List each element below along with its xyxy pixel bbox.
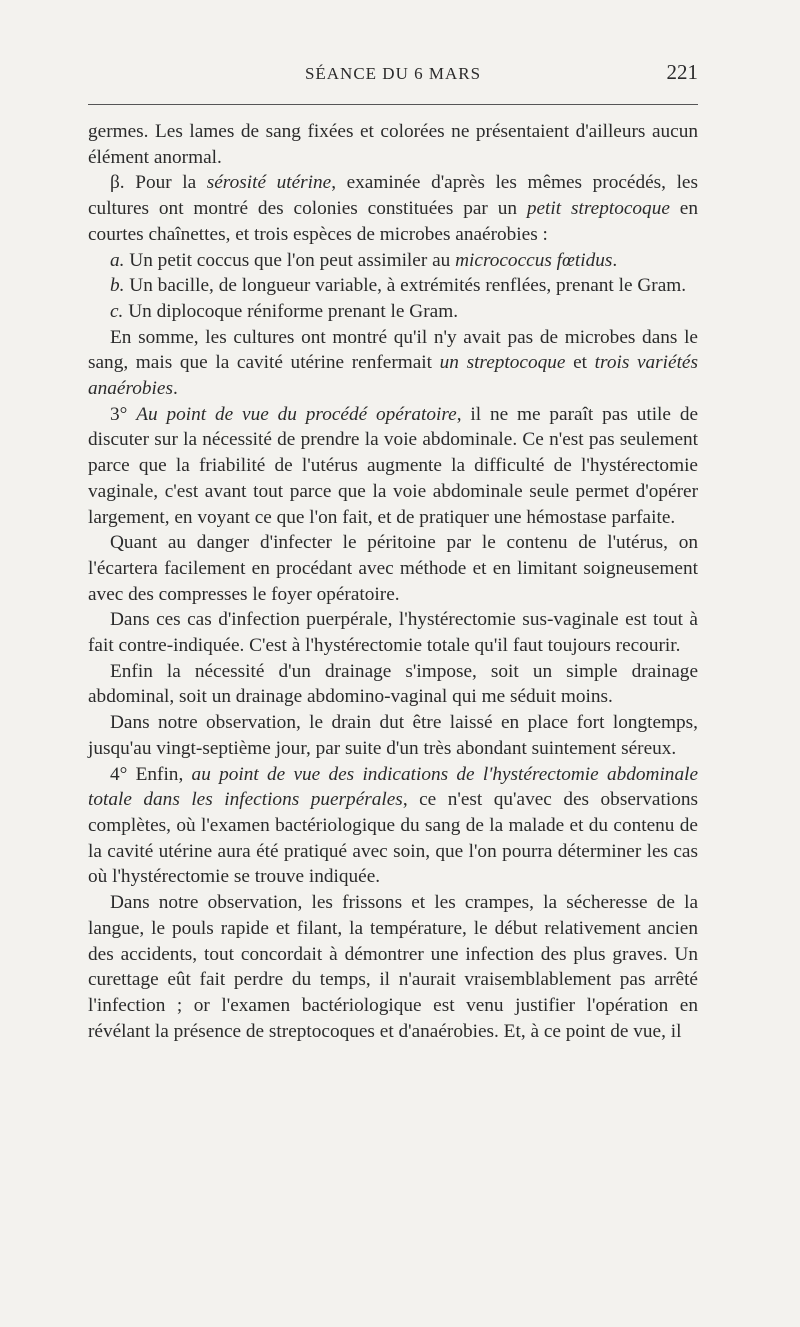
paragraph bbox=[88, 890, 698, 1044]
italic-text: petit streptocoque bbox=[526, 198, 670, 220]
paragraph-text: Un diplocoque réniforme prenant le Gram. bbox=[123, 300, 459, 322]
italic-text: Au point de vue du procédé opératoire bbox=[136, 403, 457, 425]
paragraph-text: , il ne me paraît pas utile de discuter sur la nécessité de prendre la voie abdominale. Ce n'est pas seulement parce que la friabilité de l'utérus augmente la difficulté de l'hystérectomie vaginale, c'est avant tout parce que la voie abdominale seule permet d'opérer largement, en voyant ce que l'on fait, et de pratiquer une hémostase parfaite. bbox=[88, 403, 699, 528]
paragraph-text: Quant au danger d'infecter le péritoine par le contenu de l'utérus, on l'écartera facilement en procédant avec méthode et en limitant soigneusement avec des compresses le foyer opératoire. bbox=[88, 532, 698, 605]
paragraph-text: Dans notre observation, le drain dut être laissé en place fort longtemps, jusqu'au vingt-septième jour, par suite d'un très abondant suintement séreux. bbox=[88, 712, 698, 759]
italic-text: sérosité utérine bbox=[206, 172, 332, 194]
item-label: c. bbox=[110, 300, 124, 322]
list-item-c bbox=[88, 299, 698, 325]
page-number: 221 bbox=[666, 60, 698, 84]
item-label: b. bbox=[110, 275, 125, 297]
header-rule bbox=[88, 104, 698, 105]
paragraph-text: Un bacille, de longueur variable, à extrémités renflées, prenant le Gram. bbox=[124, 275, 687, 297]
paragraph-text: Enfin la nécessité d'un drainage s'impose, soit un simple drainage abdominal, soit un drainage abdomino-vaginal qui me séduit moins. bbox=[88, 660, 698, 708]
paragraph bbox=[88, 659, 698, 710]
running-title: SÉANCE DU 6 MARS bbox=[304, 64, 482, 83]
paragraph-text: Dans ces cas d'infection puerpérale, l'hystérectomie sus-vaginale est tout à fait contre-indiquée. C'est à l'hystérectomie totale qu'il faut toujours recourir. bbox=[88, 609, 698, 657]
paragraph-serosite bbox=[88, 170, 698, 247]
paragraph-en-somme bbox=[88, 325, 698, 402]
page-header bbox=[88, 60, 698, 90]
paragraph-text: , ce n'est qu'avec des observations complètes, où l'examen bactériologique du sang de la malade et du contenu de la cavité utérine aura été pratiqué avec soin, que l'on pourra déterminer les cas où l'hystérectomie se trouve indiquée. bbox=[88, 789, 698, 888]
paragraph-point-4 bbox=[88, 762, 698, 891]
paragraph-text: 3° bbox=[110, 403, 137, 425]
paragraph bbox=[88, 710, 698, 761]
italic-text: trois variétés anaérobies bbox=[88, 352, 698, 400]
paragraph-text: . bbox=[172, 378, 178, 400]
paragraph-text: Dans notre observation, les frissons et les crampes, la sécheresse de la langue, le pouls rapide et filant, la température, le début relativement ancien des accidents, tout concordait à démontrer une infection des plus graves. Un curettage eût fait perdre du temps, il n'aurait vraisemblablement pas arrêté l'infection ; or l'examen bactériologique est venu justifier l'opération en révélant la présence de streptocoques et d'anaérobies. Et, à ce point de vue, il bbox=[88, 892, 698, 1042]
paragraph-text: Un petit coccus que l'on peut assimiler au bbox=[124, 249, 456, 271]
italic-text: micrococcus fœtidus bbox=[455, 249, 613, 271]
paragraph-text: 4° Enfin, bbox=[110, 763, 192, 785]
paragraph bbox=[88, 607, 698, 658]
list-item-b bbox=[88, 273, 698, 299]
paragraph-text: germes. Les lames de sang fixées et colorées ne présentaient d'ailleurs aucun élément anormal. bbox=[88, 121, 698, 168]
body-text bbox=[88, 119, 698, 1044]
paragraph-text: . bbox=[612, 249, 618, 271]
list-item-a bbox=[88, 248, 698, 274]
italic-text: un streptocoque bbox=[439, 352, 566, 374]
paragraph bbox=[88, 119, 698, 170]
paragraph-point-3 bbox=[88, 402, 698, 531]
paragraph-text: β. Pour la bbox=[110, 172, 207, 194]
item-label: a. bbox=[110, 249, 125, 271]
paragraph-text: En somme, les cultures ont montré qu'il n'y avait pas de microbes dans le sang, mais que la cavité utérine renfermait bbox=[88, 326, 698, 374]
paragraph-text: , examinée d'après les mêmes procédés, les cultures ont montré des colonies constituées par un bbox=[88, 172, 698, 220]
paragraph bbox=[88, 530, 698, 607]
paragraph-text: en courtes chaînettes, et trois espèces de microbes anaérobies : bbox=[88, 198, 698, 245]
paragraph-text: et bbox=[565, 352, 595, 374]
italic-text: au point de vue des indications de l'hystérectomie abdominale totale dans les infections puerpérales bbox=[88, 763, 699, 811]
